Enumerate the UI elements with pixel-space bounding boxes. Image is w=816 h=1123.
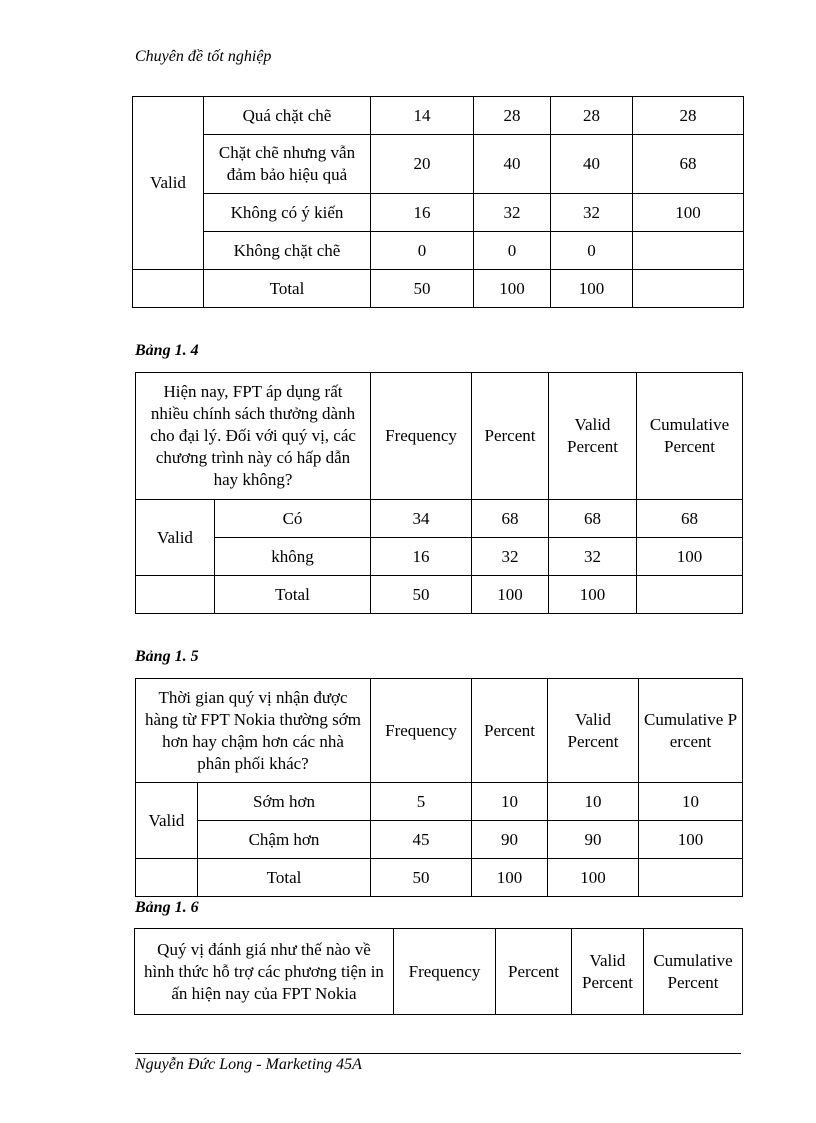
cell-valid-percent: 100	[551, 270, 633, 308]
table-row	[133, 135, 744, 194]
page-footer: Nguyễn Đức Long - Marketing 45A	[135, 1056, 362, 1073]
cell-cumulative-percent	[639, 859, 743, 897]
table-row	[133, 97, 744, 135]
cell-frequency: 34	[371, 500, 472, 538]
header-percent: Percent	[472, 679, 548, 783]
cell-percent: 0	[474, 232, 551, 270]
cell-percent: 90	[472, 821, 548, 859]
table-row	[133, 194, 744, 232]
table-header-row	[135, 929, 743, 1015]
cell-percent: 68	[472, 500, 549, 538]
header-cumulative-percent: Cumulative Percent	[637, 373, 743, 500]
row-label: Chậm hơn	[198, 821, 371, 859]
footer-divider	[135, 1053, 741, 1054]
cell-valid-percent: 0	[551, 232, 633, 270]
table-caption: Bảng 1. 5	[135, 648, 199, 665]
cell-frequency: 45	[371, 821, 472, 859]
cell-percent: 10	[472, 783, 548, 821]
cell-valid-percent: 10	[548, 783, 639, 821]
cell-frequency: 50	[371, 576, 472, 614]
row-label: Có	[215, 500, 371, 538]
cell-frequency: 16	[371, 194, 474, 232]
group-label: Valid	[136, 783, 198, 859]
group-label: Valid	[133, 97, 204, 270]
question-cell: Quý vị đánh giá như thế nào về hình thức hỗ trợ các phương tiện in ấn hiện nay của FPT Nokia	[135, 929, 394, 1015]
cell-cumulative-percent	[637, 576, 743, 614]
table-1-3	[132, 96, 744, 308]
header-cumulative-percent: Cumulative Percent	[644, 929, 743, 1015]
cell-valid-percent: 32	[551, 194, 633, 232]
header-valid-percent: Valid Percent	[549, 373, 637, 500]
table-caption: Bảng 1. 4	[135, 342, 199, 359]
table-row	[136, 783, 743, 821]
row-label: Total	[215, 576, 371, 614]
header-percent: Percent	[496, 929, 572, 1015]
header-cumulative-percent: Cumulative Percent	[639, 679, 743, 783]
cell-frequency: 16	[371, 538, 472, 576]
page-header: Chuyên đề tốt nghiệp	[135, 48, 272, 65]
table-header-row	[136, 373, 743, 500]
question-cell: Thời gian quý vị nhận được hàng từ FPT Nokia thường sớm hơn hay chậm hơn các nhà phân phối khác?	[136, 679, 371, 783]
table-1-4	[135, 372, 743, 614]
cell-valid-percent: 32	[549, 538, 637, 576]
row-label: Total	[204, 270, 371, 308]
table-row-total	[133, 270, 744, 308]
table-row-total	[136, 576, 743, 614]
cell-percent: 32	[474, 194, 551, 232]
row-label: không	[215, 538, 371, 576]
cell-frequency: 50	[371, 270, 474, 308]
row-label: Quá chặt chẽ	[204, 97, 371, 135]
cell-cumulative-percent: 10	[639, 783, 743, 821]
table-1-5	[135, 678, 743, 897]
table-row-total	[136, 859, 743, 897]
cell-valid-percent: 100	[549, 576, 637, 614]
group-label: Valid	[136, 500, 215, 576]
row-label: Không có ý kiến	[204, 194, 371, 232]
row-label: Total	[198, 859, 371, 897]
cell-frequency: 50	[371, 859, 472, 897]
header-frequency: Frequency	[394, 929, 496, 1015]
cell-percent: 100	[472, 576, 549, 614]
header-valid-percent: Valid Percent	[548, 679, 639, 783]
table-row	[133, 232, 744, 270]
cell-cumulative-percent: 100	[633, 194, 744, 232]
table-row	[136, 821, 743, 859]
row-label: Không chặt chẽ	[204, 232, 371, 270]
cell-frequency: 0	[371, 232, 474, 270]
table-1-6	[134, 928, 743, 1015]
header-frequency: Frequency	[371, 373, 472, 500]
cell-cumulative-percent: 28	[633, 97, 744, 135]
empty-cell	[133, 270, 204, 308]
cell-valid-percent: 90	[548, 821, 639, 859]
cell-percent: 32	[472, 538, 549, 576]
cell-frequency: 14	[371, 97, 474, 135]
cell-valid-percent: 100	[548, 859, 639, 897]
row-label: Chặt chẽ nhưng vẫn đảm bảo hiệu quả	[204, 135, 371, 194]
empty-cell	[136, 576, 215, 614]
cell-cumulative-percent	[633, 232, 744, 270]
cell-valid-percent: 40	[551, 135, 633, 194]
question-cell: Hiện nay, FPT áp dụng rất nhiều chính sách thưởng dành cho đại lý. Đối với quý vị, các chương trình này có hấp dẫn hay không?	[136, 373, 371, 500]
row-label: Sớm hơn	[198, 783, 371, 821]
cell-cumulative-percent: 68	[633, 135, 744, 194]
cell-valid-percent: 68	[549, 500, 637, 538]
header-percent: Percent	[472, 373, 549, 500]
table-row	[136, 500, 743, 538]
cell-cumulative-percent: 68	[637, 500, 743, 538]
cell-cumulative-percent: 100	[637, 538, 743, 576]
cell-percent: 40	[474, 135, 551, 194]
cell-frequency: 20	[371, 135, 474, 194]
cell-valid-percent: 28	[551, 97, 633, 135]
cell-percent: 100	[474, 270, 551, 308]
table-row	[136, 538, 743, 576]
cell-percent: 28	[474, 97, 551, 135]
cell-cumulative-percent	[633, 270, 744, 308]
table-header-row	[136, 679, 743, 783]
header-valid-percent: Valid Percent	[572, 929, 644, 1015]
empty-cell	[136, 859, 198, 897]
cell-percent: 100	[472, 859, 548, 897]
table-caption: Bảng 1. 6	[135, 899, 199, 916]
header-frequency: Frequency	[371, 679, 472, 783]
cell-frequency: 5	[371, 783, 472, 821]
cell-cumulative-percent: 100	[639, 821, 743, 859]
